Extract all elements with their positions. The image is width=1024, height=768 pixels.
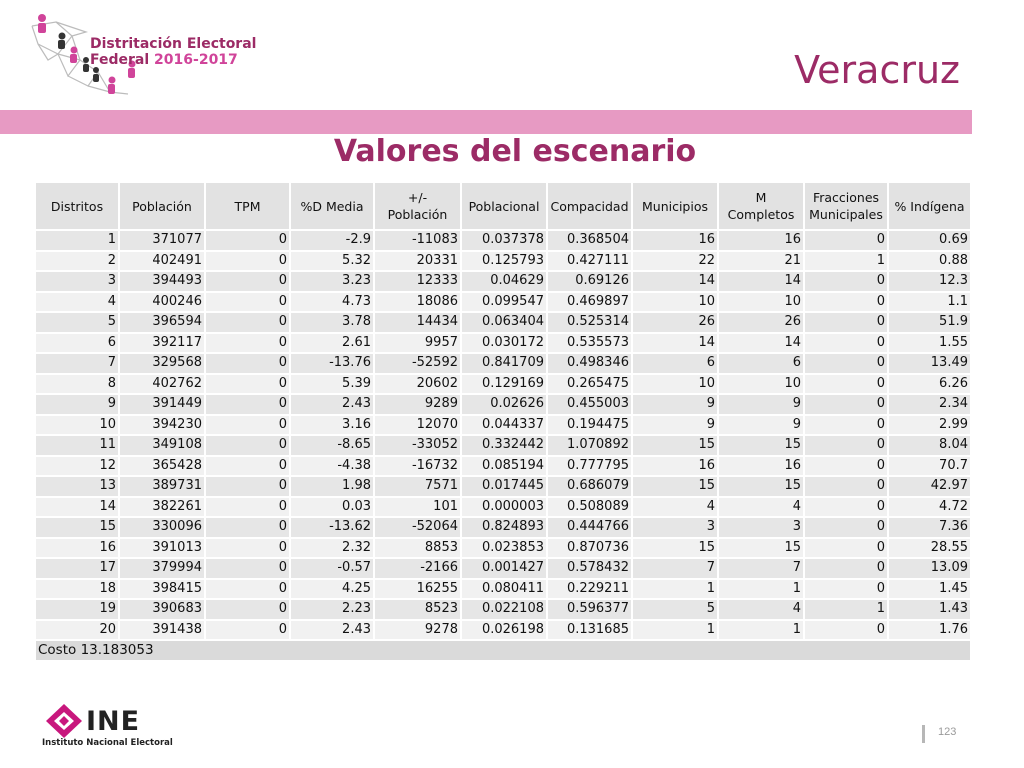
table-cell: 9 xyxy=(718,415,804,436)
table-row xyxy=(35,333,971,354)
table-cell: 0.02626 xyxy=(461,394,547,415)
table-cell: 394493 xyxy=(119,271,205,292)
table-cell: 0.017445 xyxy=(461,476,547,497)
table-cell: 0 xyxy=(804,538,888,559)
table-cell: 14 xyxy=(35,497,119,518)
table-cell: 10 xyxy=(632,292,718,313)
table-cell: 11 xyxy=(35,435,119,456)
table-cell: 0.69126 xyxy=(547,271,632,292)
ine-logo xyxy=(38,702,198,752)
table-cell: 329568 xyxy=(119,353,205,374)
table-cell: 0.427111 xyxy=(547,251,632,272)
table-cell: 5.32 xyxy=(290,251,374,272)
table-cell: 5.39 xyxy=(290,374,374,395)
table-cell: 1.43 xyxy=(888,599,971,620)
table-cell: 26 xyxy=(632,312,718,333)
table-cell: 70.7 xyxy=(888,456,971,477)
table-cell: 13.09 xyxy=(888,558,971,579)
table-cell: 3 xyxy=(632,517,718,538)
table-cell: 389731 xyxy=(119,476,205,497)
table-cell: 9289 xyxy=(374,394,461,415)
table-cell: 0 xyxy=(804,517,888,538)
table-cell: 1.45 xyxy=(888,579,971,600)
table-cell: 10 xyxy=(718,292,804,313)
table-cell: 0 xyxy=(804,353,888,374)
table-cell: 7 xyxy=(35,353,119,374)
table-row xyxy=(35,394,971,415)
table-cell: 0 xyxy=(205,435,290,456)
table-cell: 14 xyxy=(632,271,718,292)
table-cell: 6.26 xyxy=(888,374,971,395)
table-cell: 7 xyxy=(632,558,718,579)
table-cell: 15 xyxy=(35,517,119,538)
table-cell: 2.99 xyxy=(888,415,971,436)
table-cell: 15 xyxy=(718,538,804,559)
table-cell: 16 xyxy=(718,230,804,251)
table-cell: 0 xyxy=(205,558,290,579)
table-cell: 0.498346 xyxy=(547,353,632,374)
table-row xyxy=(35,456,971,477)
table-cell: 0.870736 xyxy=(547,538,632,559)
table-cell: 3.23 xyxy=(290,271,374,292)
table-cell: 9278 xyxy=(374,620,461,641)
table-cell: 0 xyxy=(205,374,290,395)
table-cell: 0.444766 xyxy=(547,517,632,538)
table-cell: 5 xyxy=(632,599,718,620)
table-cell: 4.25 xyxy=(290,579,374,600)
table-cell: 19 xyxy=(35,599,119,620)
table-cell: 13.49 xyxy=(888,353,971,374)
table-cell: 0 xyxy=(804,374,888,395)
table-cell: 0.841709 xyxy=(461,353,547,374)
table-cell: 392117 xyxy=(119,333,205,354)
table-cell: 20 xyxy=(35,620,119,641)
table-cell: 16 xyxy=(35,538,119,559)
table-cell: 22 xyxy=(632,251,718,272)
table-row xyxy=(35,620,971,641)
table-cell: 0 xyxy=(205,476,290,497)
table-cell: 15 xyxy=(632,476,718,497)
table-cell: 9957 xyxy=(374,333,461,354)
column-header: %D Media xyxy=(290,182,374,230)
table-cell: 0 xyxy=(205,312,290,333)
table-cell: 14 xyxy=(632,333,718,354)
table-cell: 0.469897 xyxy=(547,292,632,313)
table-cell: 1.070892 xyxy=(547,435,632,456)
table-cell: 1.1 xyxy=(888,292,971,313)
table-cell: 3 xyxy=(718,517,804,538)
table-cell: 7 xyxy=(718,558,804,579)
table-cell: 0 xyxy=(804,497,888,518)
table-cell: 3.16 xyxy=(290,415,374,436)
table-cell: 0 xyxy=(205,292,290,313)
column-header: Fracciones Municipales xyxy=(804,182,888,230)
table-cell: 18086 xyxy=(374,292,461,313)
table-cell: 21 xyxy=(718,251,804,272)
table-cell: 0.030172 xyxy=(461,333,547,354)
table-cell: 0.596377 xyxy=(547,599,632,620)
table-cell: 3.78 xyxy=(290,312,374,333)
table-cell: 0 xyxy=(804,620,888,641)
table-row xyxy=(35,599,971,620)
table-cell: 12070 xyxy=(374,415,461,436)
table-cell: 4 xyxy=(35,292,119,313)
table-cell: 0 xyxy=(205,456,290,477)
table-cell: 8523 xyxy=(374,599,461,620)
table-cell: 2.34 xyxy=(888,394,971,415)
table-cell: 0.578432 xyxy=(547,558,632,579)
table-cell: -0.57 xyxy=(290,558,374,579)
table-cell: 365428 xyxy=(119,456,205,477)
table-cell: 2.61 xyxy=(290,333,374,354)
table-cell: 15 xyxy=(632,538,718,559)
table-cell: 1 xyxy=(35,230,119,251)
table-cell: 1 xyxy=(804,251,888,272)
table-row xyxy=(35,374,971,395)
table-cell: 0.03 xyxy=(290,497,374,518)
table-cell: 391438 xyxy=(119,620,205,641)
table-cell: 15 xyxy=(718,435,804,456)
scenario-title: Valores del escenario xyxy=(333,134,697,169)
table-cell: 6 xyxy=(632,353,718,374)
table-cell: -2166 xyxy=(374,558,461,579)
table-cell: 0 xyxy=(205,353,290,374)
table-cell: 0 xyxy=(205,517,290,538)
column-header: Poblacional xyxy=(461,182,547,230)
table-cell: 26 xyxy=(718,312,804,333)
table-cell: 2.43 xyxy=(290,620,374,641)
table-cell: 0.085194 xyxy=(461,456,547,477)
column-header: Distritos xyxy=(35,182,119,230)
table-cell: 0 xyxy=(804,456,888,477)
table-cell: 390683 xyxy=(119,599,205,620)
logo-title-line1: Distritación Electoral xyxy=(90,36,257,52)
table-cell: 2.43 xyxy=(290,394,374,415)
table-row xyxy=(35,538,971,559)
table-cell: 0 xyxy=(804,230,888,251)
table-cell: 0.063404 xyxy=(461,312,547,333)
table-cell: 6 xyxy=(35,333,119,354)
table-cell: 4 xyxy=(718,599,804,620)
table-cell: 9 xyxy=(632,415,718,436)
table-cell: 16 xyxy=(718,456,804,477)
table-cell: -13.62 xyxy=(290,517,374,538)
column-header: Población xyxy=(119,182,205,230)
table-cell: 0 xyxy=(804,579,888,600)
table-cell: 10 xyxy=(718,374,804,395)
table-cell: 15 xyxy=(632,435,718,456)
ine-subtitle: Instituto Nacional Electoral xyxy=(42,738,173,748)
ine-emblem-icon xyxy=(42,704,86,738)
table-cell: 0.131685 xyxy=(547,620,632,641)
table-cell: 2.23 xyxy=(290,599,374,620)
table-cell: 9 xyxy=(632,394,718,415)
table-cell: 391449 xyxy=(119,394,205,415)
table-cell: 4 xyxy=(632,497,718,518)
table-cell: 0 xyxy=(804,415,888,436)
table-cell: 1.98 xyxy=(290,476,374,497)
table-cell: 382261 xyxy=(119,497,205,518)
table-cell: 1 xyxy=(718,579,804,600)
table-cell: 20331 xyxy=(374,251,461,272)
table-row xyxy=(35,230,971,251)
table-cell: 8.04 xyxy=(888,435,971,456)
table-cell: -2.9 xyxy=(290,230,374,251)
column-header: M Completos xyxy=(718,182,804,230)
logo-year-text: 2016-2017 xyxy=(154,52,238,68)
table-cell: 0 xyxy=(205,230,290,251)
table-cell: 0.265475 xyxy=(547,374,632,395)
table-cell: 0 xyxy=(804,435,888,456)
table-cell: 0.194475 xyxy=(547,415,632,436)
table-cell: 402491 xyxy=(119,251,205,272)
page-number: 123 xyxy=(938,726,957,738)
table-cell: 1 xyxy=(718,620,804,641)
table-cell: 1 xyxy=(632,579,718,600)
table-cell: 20602 xyxy=(374,374,461,395)
table-cell: 396594 xyxy=(119,312,205,333)
table-cell: 0.368504 xyxy=(547,230,632,251)
table-cell: -52592 xyxy=(374,353,461,374)
table-cell: 0.332442 xyxy=(461,435,547,456)
table-cell: 6 xyxy=(718,353,804,374)
table-row xyxy=(35,271,971,292)
table-body xyxy=(35,230,971,640)
table-cell: -4.38 xyxy=(290,456,374,477)
table-cell: 0.824893 xyxy=(461,517,547,538)
column-header: Municipios xyxy=(632,182,718,230)
logo-title-line2 xyxy=(90,52,238,68)
header-band xyxy=(0,110,972,134)
page-number-divider xyxy=(922,725,925,743)
table-cell: 0.508089 xyxy=(547,497,632,518)
table-cell: 379994 xyxy=(119,558,205,579)
table-cell: 0.099547 xyxy=(461,292,547,313)
table-cell: 12.3 xyxy=(888,271,971,292)
table-cell: 0.037378 xyxy=(461,230,547,251)
table-cell: 400246 xyxy=(119,292,205,313)
table-cell: 0 xyxy=(205,394,290,415)
table-cell: 0 xyxy=(804,558,888,579)
table-cell: 394230 xyxy=(119,415,205,436)
table-row xyxy=(35,292,971,313)
table-cell: 0 xyxy=(205,538,290,559)
column-header: % Indígena xyxy=(888,182,971,230)
table-cell: 0.129169 xyxy=(461,374,547,395)
table-cell: 402762 xyxy=(119,374,205,395)
table-cell: 0.535573 xyxy=(547,333,632,354)
table-cell: 0.525314 xyxy=(547,312,632,333)
table-cell: 10 xyxy=(35,415,119,436)
table-cell: 0.686079 xyxy=(547,476,632,497)
districting-logo xyxy=(28,14,278,104)
table-cell: 0.69 xyxy=(888,230,971,251)
table-cell: 0.080411 xyxy=(461,579,547,600)
table-cell: 3 xyxy=(35,271,119,292)
table-cell: 371077 xyxy=(119,230,205,251)
table-cell: 0 xyxy=(804,312,888,333)
table-cell: -13.76 xyxy=(290,353,374,374)
table-cell: 4.72 xyxy=(888,497,971,518)
table-row xyxy=(35,312,971,333)
cost-value: Costo 13.183053 xyxy=(35,640,971,661)
table-cell: 12333 xyxy=(374,271,461,292)
table-cell: 349108 xyxy=(119,435,205,456)
table-cell: 0 xyxy=(205,497,290,518)
table-row xyxy=(35,558,971,579)
table-row xyxy=(35,497,971,518)
table-cell: 12 xyxy=(35,456,119,477)
table-cell: 391013 xyxy=(119,538,205,559)
table-cell: 9 xyxy=(718,394,804,415)
table-cell: 0 xyxy=(205,620,290,641)
table-cell: 16 xyxy=(632,456,718,477)
table-cell: 0.023853 xyxy=(461,538,547,559)
table-cell: 18 xyxy=(35,579,119,600)
table-row xyxy=(35,435,971,456)
table-cell: 398415 xyxy=(119,579,205,600)
table-cell: -33052 xyxy=(374,435,461,456)
logo-federal-text: Federal xyxy=(90,52,150,68)
table-cell: 0 xyxy=(205,333,290,354)
table-cell: 8 xyxy=(35,374,119,395)
table-cell: 0 xyxy=(205,271,290,292)
table-cell: 42.97 xyxy=(888,476,971,497)
table-cell: 0 xyxy=(804,271,888,292)
table-cell: 51.9 xyxy=(888,312,971,333)
column-header: +/- Población xyxy=(374,182,461,230)
table-cell: 0.026198 xyxy=(461,620,547,641)
table-cell: 0.022108 xyxy=(461,599,547,620)
table-row xyxy=(35,415,971,436)
table-cell: 14 xyxy=(718,271,804,292)
table-cell: 0.000003 xyxy=(461,497,547,518)
table-row xyxy=(35,579,971,600)
table-cell: 1 xyxy=(632,620,718,641)
table-cell: 15 xyxy=(718,476,804,497)
table-cell: 0.044337 xyxy=(461,415,547,436)
table-cell: 7571 xyxy=(374,476,461,497)
scenario-values-table xyxy=(34,181,972,662)
ine-wordmark: INE xyxy=(86,706,141,737)
table-row xyxy=(35,353,971,374)
table-cell: 0.777795 xyxy=(547,456,632,477)
table-cell: 0.001427 xyxy=(461,558,547,579)
table-cell: 4.73 xyxy=(290,292,374,313)
state-title: Veracruz xyxy=(794,48,960,92)
table-cell: 0 xyxy=(205,579,290,600)
table-cell: -16732 xyxy=(374,456,461,477)
table-cell: 0.125793 xyxy=(461,251,547,272)
table-cell: 0 xyxy=(205,599,290,620)
table-cell: 14 xyxy=(718,333,804,354)
table-cell: 16255 xyxy=(374,579,461,600)
table-cell: 330096 xyxy=(119,517,205,538)
column-header: Compacidad xyxy=(547,182,632,230)
table-cell: 0 xyxy=(804,292,888,313)
table-cell: 0 xyxy=(804,333,888,354)
table-cell: -52064 xyxy=(374,517,461,538)
table-cell: 7.36 xyxy=(888,517,971,538)
table-cell: 0.04629 xyxy=(461,271,547,292)
table-row xyxy=(35,476,971,497)
table-cell: 9 xyxy=(35,394,119,415)
table-cell: 1.55 xyxy=(888,333,971,354)
table-row xyxy=(35,517,971,538)
table-cell: 8853 xyxy=(374,538,461,559)
table-cell: 0.88 xyxy=(888,251,971,272)
table-cell: 0 xyxy=(205,415,290,436)
table-cell: 0 xyxy=(205,251,290,272)
table-header-row xyxy=(35,182,971,230)
table-cell: 0 xyxy=(804,394,888,415)
table-cell: -8.65 xyxy=(290,435,374,456)
table-cell: 13 xyxy=(35,476,119,497)
table-row xyxy=(35,251,971,272)
table-cell: 4 xyxy=(718,497,804,518)
table-cell: 1 xyxy=(804,599,888,620)
table-cell: 0.229211 xyxy=(547,579,632,600)
table-cell: 28.55 xyxy=(888,538,971,559)
table-cell: 101 xyxy=(374,497,461,518)
cost-row xyxy=(35,640,971,661)
table-cell: -11083 xyxy=(374,230,461,251)
table-cell: 1.76 xyxy=(888,620,971,641)
table-cell: 16 xyxy=(632,230,718,251)
table-cell: 5 xyxy=(35,312,119,333)
column-header: TPM xyxy=(205,182,290,230)
table-cell: 14434 xyxy=(374,312,461,333)
table-cell: 0 xyxy=(804,476,888,497)
table-cell: 0.455003 xyxy=(547,394,632,415)
table-cell: 17 xyxy=(35,558,119,579)
table-cell: 10 xyxy=(632,374,718,395)
table-cell: 2 xyxy=(35,251,119,272)
table-cell: 2.32 xyxy=(290,538,374,559)
